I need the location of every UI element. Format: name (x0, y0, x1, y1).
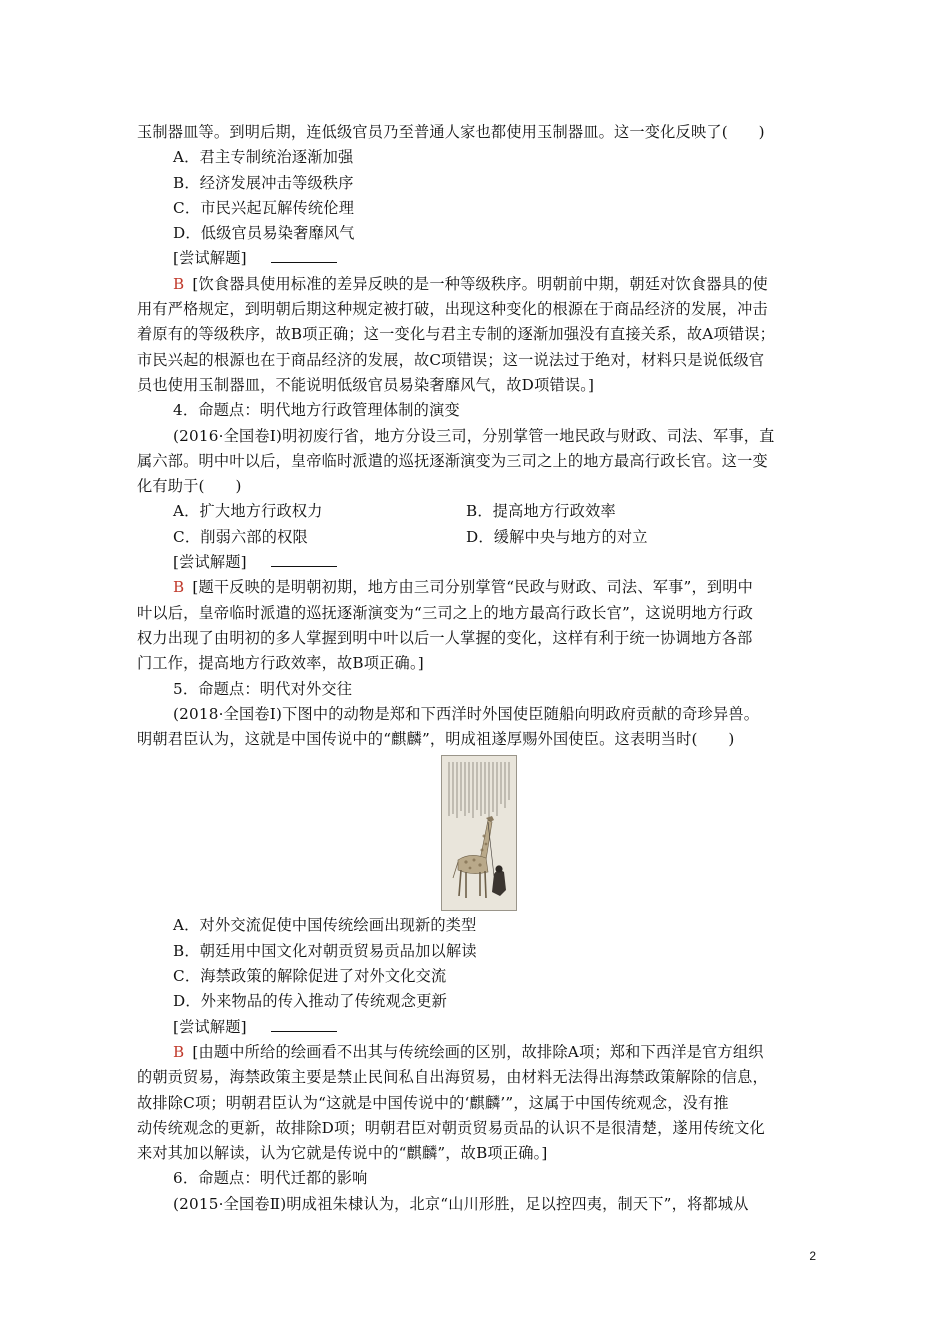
q6-heading: 6．命题点：明代迁都的影响 (173, 1169, 368, 1188)
answer-blank (271, 552, 337, 567)
q3-option-a: A．君主专制统治逐渐加强 (173, 148, 354, 167)
answer-letter: B (173, 274, 185, 293)
explanation-line: 市民兴起的根源也在于商品经济的发展，故C项错误；这一说法过于绝对，材料只是说低级官 (137, 350, 765, 369)
explanation-line: 动传统观念的更新，故排除D项；明朝君臣对朝贡贸易贡品的认识不是很清楚，遂用传统文化 (137, 1118, 765, 1137)
stem-line: 化有助于( ) (137, 477, 242, 496)
q5-attempt (137, 1015, 820, 1040)
painting-illustration (442, 756, 516, 910)
explanation-line: 故排除C项；明朝君臣认为“这就是中国传说中的‘麒麟’”，这属于中国传统观念，没有推 (137, 1093, 729, 1112)
q5-stem (137, 702, 820, 753)
explanation-line: 叶以后，皇帝临时派遣的巡抚逐渐演变为“三司之上的地方最高行政长官”，这说明地方行政 (137, 603, 754, 622)
answer-blank (271, 1017, 337, 1032)
q4-attempt (137, 550, 820, 575)
explanation-line: 权力出现了由明初的多人掌握到明中叶以后一人掌握的变化，这样有利于统一协调地方各部 (137, 628, 753, 647)
answer-letter: B (173, 1042, 185, 1061)
attempt-label: [尝试解题] (173, 249, 247, 268)
q3-attempt (137, 246, 820, 271)
q5-option-a: A．对外交流促使中国传统绘画出现新的类型 (173, 916, 477, 935)
q4-option-c: C．削弱六部的权限 (173, 527, 308, 546)
explanation-line: 来对其加以解读，认为它就是传说中的“麒麟”，故B项正确。] (137, 1144, 548, 1163)
explanation-line: 的朝贡贸易，海禁政策主要是禁止民间私自出海贸易，由材料无法得出海禁政策解除的信息， (137, 1068, 768, 1087)
q4-option-a: A．扩大地方行政权力 (173, 502, 323, 521)
q4-option-b: B．提高地方行政效率 (466, 502, 616, 521)
answer-blank (271, 248, 337, 263)
page-number: 2 (809, 1249, 816, 1263)
explanation-line: 员也使用玉制器皿，不能说明低级官员易染奢靡风气，故D项错误。] (137, 375, 595, 394)
explanation-line: 门工作，提高地方行政效率，故B项正确。] (137, 654, 424, 673)
figure-container (137, 755, 820, 911)
stem-line: 明朝君臣认为，这就是中国传说中的“麒麟”，明成祖遂厚赐外国使臣。这表明当时( ) (137, 730, 735, 749)
explanation-line: B [题干反映的是明朝初期，地方由三司分别掌管“民政与财政、司法、军事”，到明中 (173, 578, 753, 597)
explanation-line: B [由题中所给的绘画看不出其与传统绘画的区别，故排除A项；郑和下西洋是官方组织 (173, 1042, 764, 1061)
q4-option-d: D．缓解中央与地方的对立 (466, 527, 648, 546)
explanation-line: 着原有的等级秩序，故B项正确；这一变化与君主专制的逐渐加强没有直接关系，故A项错误； (137, 325, 776, 344)
q5-option-c: C．海禁政策的解除促进了对外文化交流 (173, 967, 447, 986)
explanation-line: B [饮食器具使用标准的差异反映的是一种等级秩序。明朝前中期，朝廷对饮食器具的使 (173, 274, 768, 293)
q4-stem (137, 424, 820, 500)
q3-explanation (137, 272, 820, 398)
q4-heading: 4．命题点：明代地方行政管理体制的演变 (173, 401, 460, 420)
q3-options (137, 145, 820, 246)
q3-option-d: D．低级官员易染奢靡风气 (173, 224, 355, 243)
qilin-giraffe-painting (441, 755, 517, 911)
q6-stem-line: (2015·全国卷Ⅱ)明成祖朱棣认为，北京“山川形胜，足以控四夷，制天下”，将都城从 (173, 1194, 749, 1213)
stem-line: (2016·全国卷Ⅰ)明初废行省，地方分设三司，分别掌管一地民政与财政、司法、军事，直 (173, 426, 775, 445)
q3-option-b: B．经济发展冲击等级秩序 (173, 173, 354, 192)
q3-option-c: C．市民兴起瓦解传统伦理 (173, 198, 355, 217)
q5-heading: 5．命题点：明代对外交往 (173, 679, 353, 698)
q4-explanation (137, 575, 820, 676)
page-content (137, 120, 820, 1217)
answer-letter: B (173, 578, 185, 597)
q5-options (137, 913, 820, 1014)
stem-line: (2018·全国卷Ⅰ)下图中的动物是郑和下西洋时外国使臣随船向明政府贡献的奇珍异兽。 (173, 704, 760, 723)
q5-option-d: D．外来物品的传入推动了传统观念更新 (173, 992, 447, 1011)
q4-options (137, 499, 820, 550)
explanation-line: 用有严格规定，到明朝后期这种规定被打破，出现这种变化的根源在于商品经济的发展，冲击 (137, 300, 768, 319)
q5-explanation (137, 1040, 820, 1166)
q5-option-b: B．朝廷用中国文化对朝贡贸易贡品加以解读 (173, 941, 477, 960)
attempt-label: [尝试解题] (173, 553, 247, 572)
q3-stem-tail: 玉制器皿等。到明后期，连低级官员乃至普通人家也都使用玉制器皿。这一变化反映了( ) (137, 123, 765, 141)
attempt-label: [尝试解题] (173, 1017, 247, 1036)
stem-line: 属六部。明中叶以后，皇帝临时派遣的巡抚逐渐演变为三司之上的地方最高行政长官。这一变 (137, 451, 768, 470)
